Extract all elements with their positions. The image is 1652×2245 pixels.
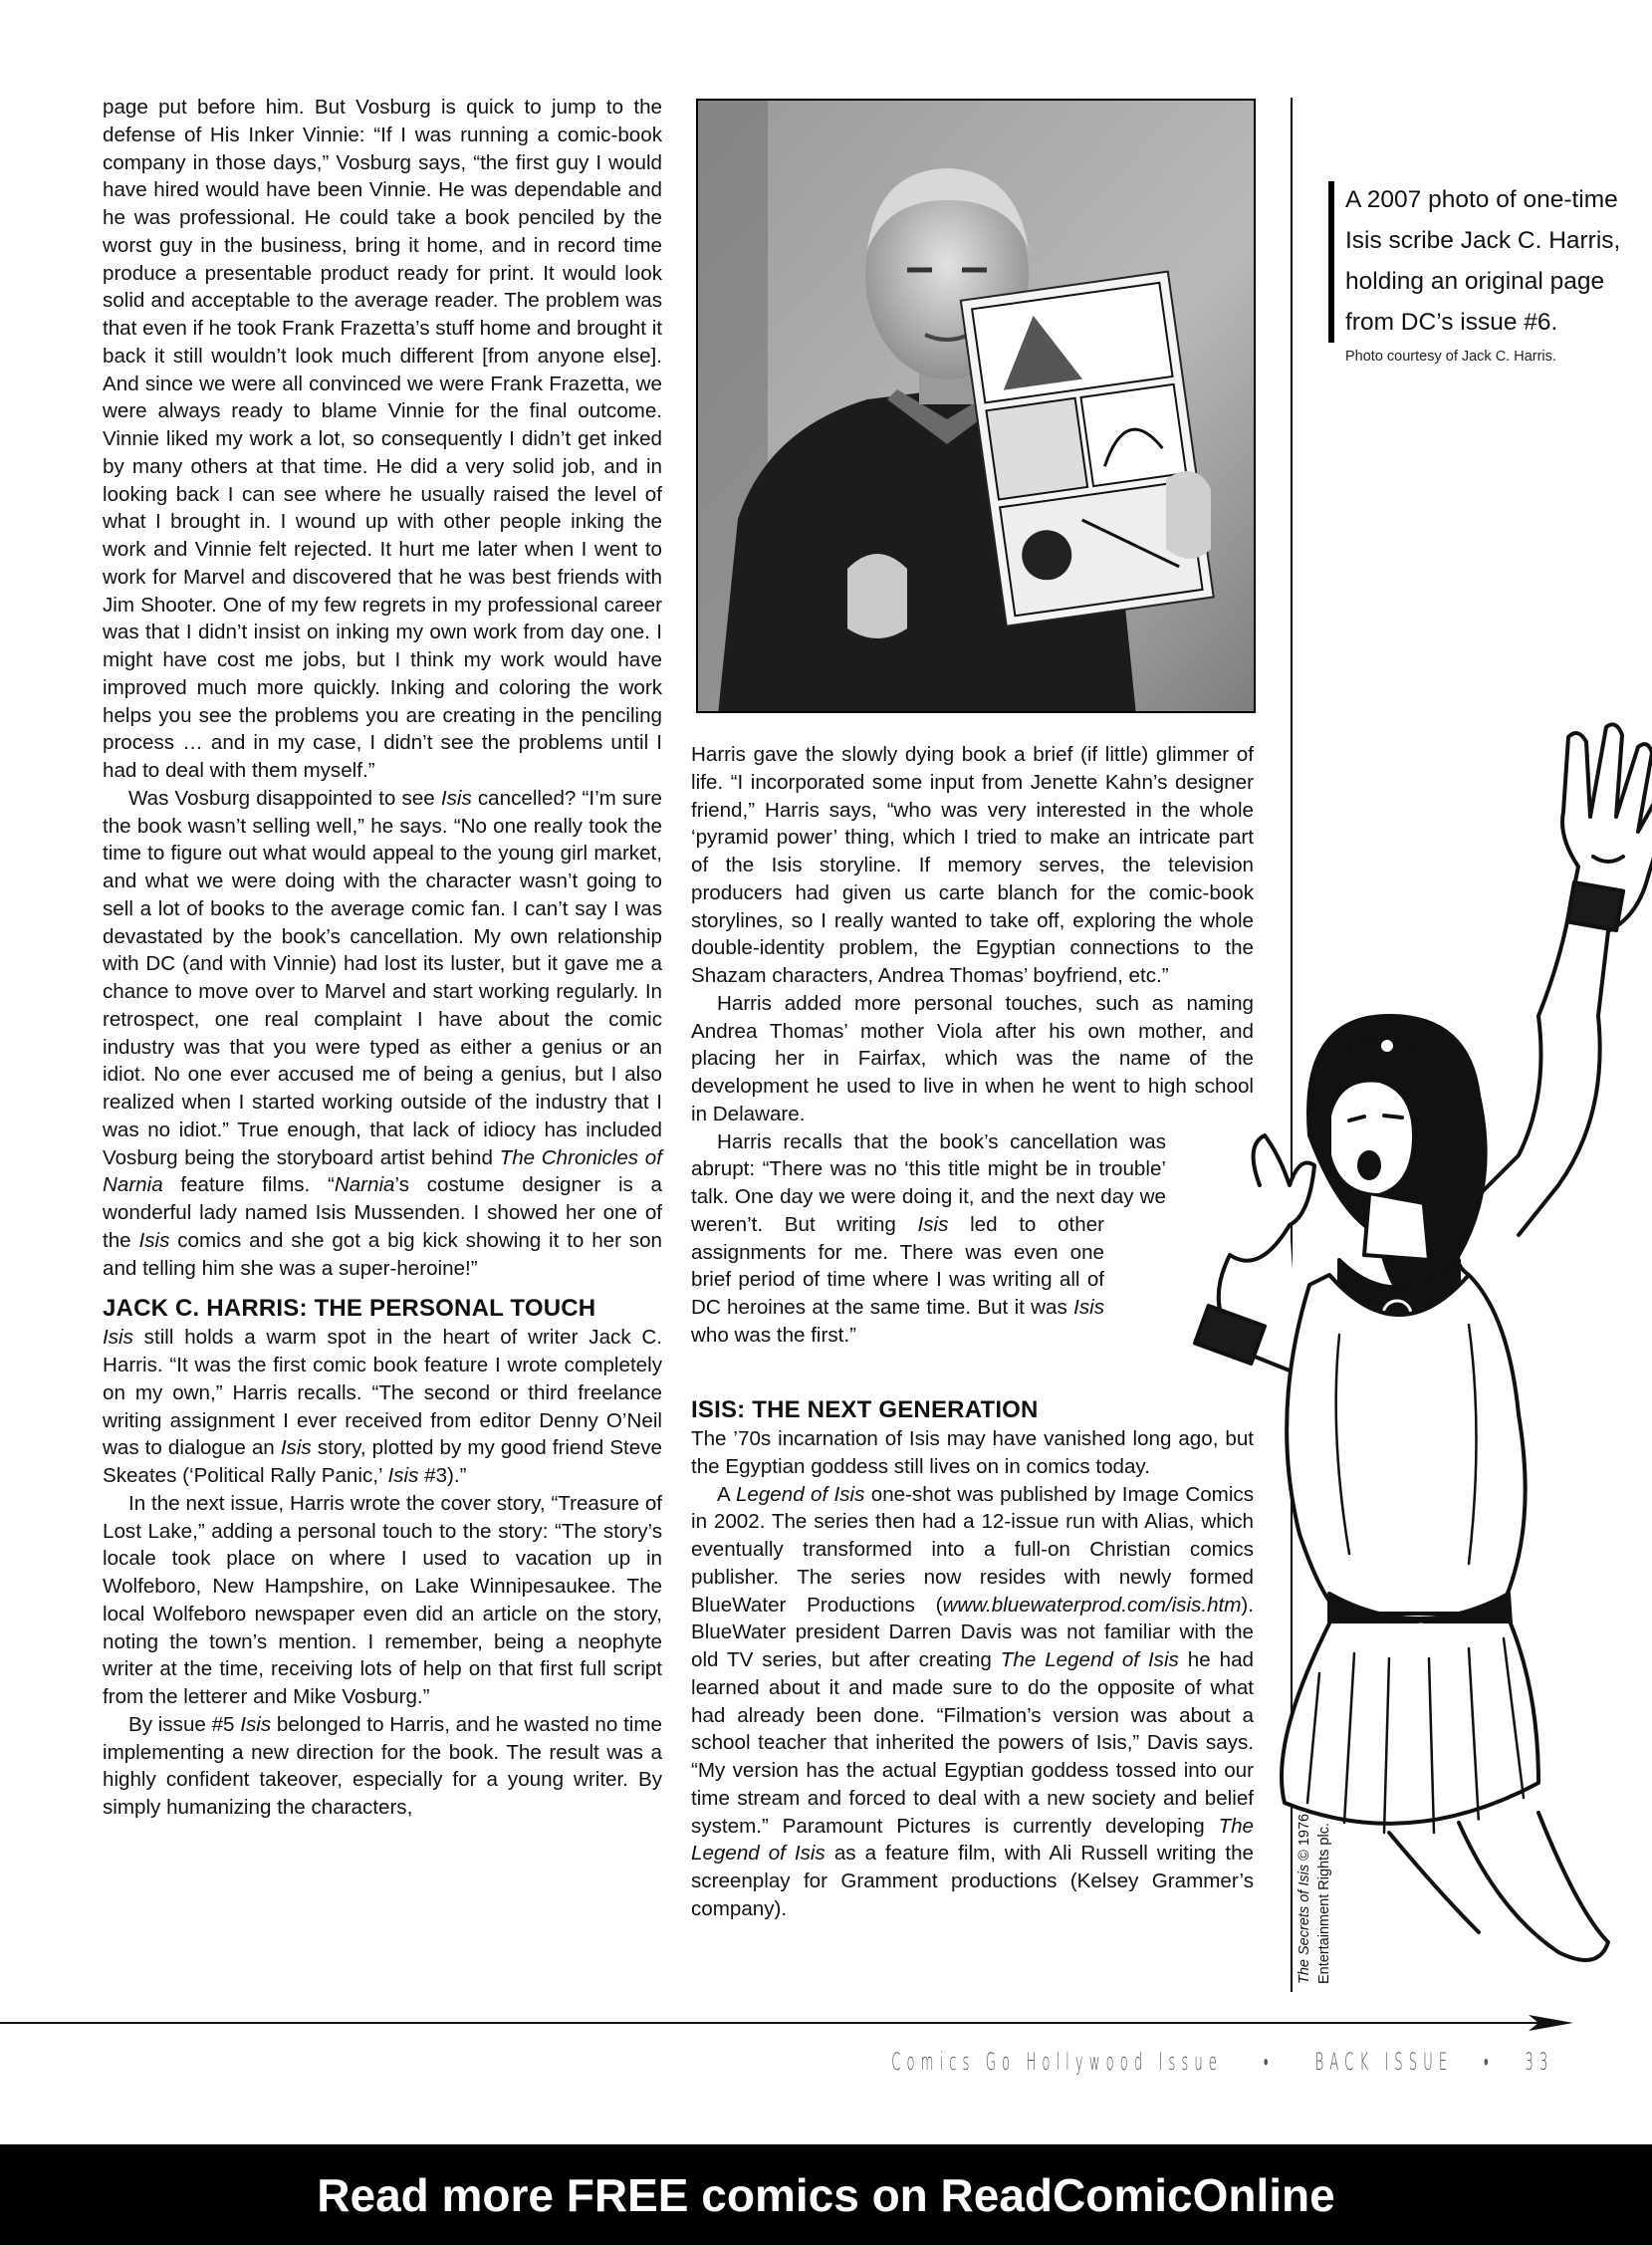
footer-magazine: BACK ISSUE <box>1314 2048 1453 2076</box>
paragraph-text: Was Vosburg disappointed to see <box>128 786 441 810</box>
italic-title: Isis <box>240 1712 272 1736</box>
left-column <box>103 94 662 1822</box>
paragraph-text: The ’70s incarnation of Isis may have vanished long ago, but the Egyptian goddess still lives on in comics today. <box>691 1427 1254 1478</box>
italic-title: The Legend of Isis <box>691 1814 1254 1866</box>
caption-text: A 2007 photo of one-time Isis scribe Jack C. Harris, holding an original page from DC’s issue #6. <box>1345 186 1621 336</box>
paragraph-text: In the next issue, Harris wrote the cover story, “Treasure of Lost Lake,” adding a personal touch to the story: “The story’s locale took place on where I used to vacation up in Wolfeboro, New Hampshire, on Lake Winnipesaukee. The local Wolfeboro newspaper even did an article on the story, noting the town’s mention. I remember, being a neophyte writer at the time, receiving lots of help on that first full script from the letterer and Mike Vosburg.” <box>103 1491 662 1708</box>
paragraph-text: ). BlueWater president Darren Davis was not familiar with the old TV series, but after creating <box>691 1593 1254 1671</box>
body-paragraph <box>103 1324 662 1490</box>
italic-title: Isis <box>103 1326 133 1350</box>
paragraph-text: Harris gave the slowly dying book a brief (if little) glimmer of life. “I incorporated some input from Jenette Kahn’s designer friend,” Harris says, “who was very interested in the whole ‘pyramid power’ thing, which I tried to make an intricate part of the Isis storyline. If memory serves, the television producers had given us carte blanch for the comic-book storylines, so I really wanted to take off, exploring the whole double-identity problem, the Egyptian connections to the Shazam characters, Andrea Thomas’ boyfriend, etc.” <box>691 743 1254 987</box>
footer-page-number: 33 <box>1525 2048 1553 2076</box>
paragraph-text: Harris recalls that the book’s cancellation was abrupt: “There was no ‘this title might be in trouble’ talk. One day we were doing it, and the next day we weren’t. But writing <box>691 1129 1166 1236</box>
italic-title: Narnia <box>334 1173 395 1197</box>
promo-banner[interactable] <box>0 2144 1652 2245</box>
body-paragraph <box>103 1490 662 1711</box>
italic-title: The Legend of Isis <box>1000 1648 1179 1671</box>
body-paragraph <box>103 785 662 1283</box>
paragraph-text: #3).” <box>418 1464 467 1487</box>
italic-title: Isis <box>138 1228 170 1252</box>
mid-paragraphs-after <box>691 1425 1254 1923</box>
page-footer <box>891 2048 1553 2077</box>
footer-arrow-rule <box>0 2012 1573 2034</box>
italic-title: www.bluewaterprod.com/isis.htm <box>942 1593 1242 1617</box>
photo-credit: Photo courtesy of Jack C. Harris. <box>1345 349 1556 365</box>
paragraph-text: he had learned about it and made sure to do the opposite of what had already been done. “Filmation’s version was about a school teacher that inherited the powers of Isis,” Davis says. “My version has the actual Egyptian goddess tossed into our time stream and forced to deal with a new society and belief system.” Paramount Pictures is currently developing <box>691 1648 1254 1838</box>
paragraph-text: ’s costume designer is a wonderful lady named Isis Mussenden. I showed her one of the <box>103 1173 662 1252</box>
italic-title: Isis <box>280 1436 312 1460</box>
italic-title: Isis <box>440 786 472 810</box>
paragraph-text: story, plotted by my good friend Steve Skeates (‘Political Rally Panic,’ <box>103 1436 662 1487</box>
paragraph-text: belonged to Harris, and he wasted no time implementing a new direction for the book. The result was a highly confident takeover, especially for a young writer. By simply humanizing the characters, <box>103 1712 662 1819</box>
paragraph-text: A <box>717 1482 736 1506</box>
italic-title: Legend of Isis <box>735 1482 865 1506</box>
section-heading-next-generation: ISIS: THE NEXT GENERATION <box>691 1396 1039 1423</box>
body-paragraph <box>691 1481 1254 1923</box>
body-paragraph <box>103 1711 662 1822</box>
paragraph-text: cancelled? “I’m sure the book wasn’t selling well,” he says. “No one really took the time to figure out what would appeal to the young girl market, and what we were doing with the character wasn’t going to sell a lot of books to the average comic fan. I can’t say I was devastated by the book’s cancellation. My own relationship with DC (and with Vinnie) had lost its luster, but it gave me a chance to move over to Marvel and start working regularly. In retrospect, one real complaint I have about the comic industry was that you were typed as either a genius or an idiot. No one ever accused me of being a genius, but I also realized when I started working outside of the industry that I was no idiot.” True enough, that lack of idiocy has included Vosburg being the storyboard artist behind <box>103 786 662 1169</box>
italic-title: Isis <box>387 1464 419 1487</box>
paragraph-text: one-shot was published by Image Comics in 2002. The series then had a 12-issue run with Alias, which eventually transformed into a full-on Christian comics publisher. The series now resides with newly formed BlueWater Productions ( <box>691 1482 1254 1617</box>
body-paragraph <box>691 1425 1254 1481</box>
art-credit-title: The Secrets of Isis <box>1297 1864 1312 1984</box>
italic-title: Isis <box>917 1212 949 1236</box>
art-credit-owner: Entertainment Rights plc. <box>1316 1823 1332 1984</box>
caption-bar <box>1328 181 1334 343</box>
italic-title: The Chronicles of Narnia <box>103 1145 662 1197</box>
paragraph-text: still holds a warm spot in the heart of writer Jack C. Harris. “It was the first comic book feature I wrote completely on my own,” Harris recalls. “The second or third freelance writing assignment I ever received from editor Denny O’Neil was to dialogue an <box>103 1326 662 1460</box>
paragraph-text: By issue #5 <box>128 1712 241 1736</box>
paragraph-text: as a feature film, with Ali Russell writing the screenplay for Gramment productions (Kelsey Grammer’s company). <box>691 1842 1254 1920</box>
photo-jack-c-harris <box>696 99 1256 713</box>
italic-title: Isis <box>1073 1296 1104 1319</box>
left-paragraphs-before <box>103 94 662 1282</box>
paragraph-text: led to other assignments for me. There was even one brief period of time where I was writing all of DC heroines at the same time. But it was <box>691 1212 1104 1319</box>
photo-caption <box>1328 179 1627 365</box>
footer-issue-title: Comics Go Hollywood Issue <box>890 2048 1223 2076</box>
paragraph-text: feature films. “ <box>162 1173 335 1197</box>
footer-separator: • <box>1483 2048 1495 2076</box>
paragraph-text: page put before him. But Vosburg is quick to jump to the defense of His Inker Vinnie: “If I was running a comic-book company in those days,” Vosburg says, “the first guy I would have hired would have been Vinnie. He was dependable and he was professional. He could take a book penciled by the worst guy in the business, bring it home, and in record time produce a presentable product ready for print. It would look solid and acceptable to the average reader. The problem was that even if he took Frank Frazetta’s stuff home and brought it back it still wouldn’t look much different [from anyone else]. And since we were all convinced we were Frank Frazetta, we were always ready to blame Vinnie for the final outcome. Vinnie liked my work a lot, so consequently I didn’t get inked by many others at that time. He did a very solid job, and in looking back I can see where he usually raised the level of what I brought in. I wound up with other people inking the work and Vinnie felt rejected. It hurt me later when I went to work for Marvel and discovered that he was best friends with Jim Shooter. One of my few regrets in my professional career was that I didn’t insist on inking my own work from day one. I might have cost me jobs, but I think my work would have improved much more quickly. Inking and coloring the work helps you see the problems you are creating in the penciling process … and in my case, I didn’t see the problems until I had to deal with them myself.” <box>103 96 662 782</box>
photo-image <box>698 101 1256 713</box>
footer-separator: • <box>1263 2048 1275 2076</box>
art-credit-copyright: © 1976 <box>1297 1813 1312 1865</box>
paragraph-text: comics and she got a big kick showing it to her son and telling him she was a super-heroine!” <box>103 1228 662 1280</box>
art-credit-vertical <box>1295 1814 1334 1984</box>
section-heading-personal-touch: JACK C. HARRIS: THE PERSONAL TOUCH <box>103 1295 596 1323</box>
paragraph-text: who was the first.” <box>691 1323 856 1347</box>
left-paragraphs-after <box>103 1324 662 1822</box>
paragraph-text: Harris added more personal touches, such as naming Andrea Thomas’ mother Viola after his own mother, and placing her in Fairfax, which was the name of the development he used to live in when he went to high school in Delaware. <box>691 991 1254 1125</box>
body-paragraph <box>103 94 662 785</box>
promo-banner-text[interactable]: Read more FREE comics on ReadComicOnline <box>317 2168 1335 2221</box>
